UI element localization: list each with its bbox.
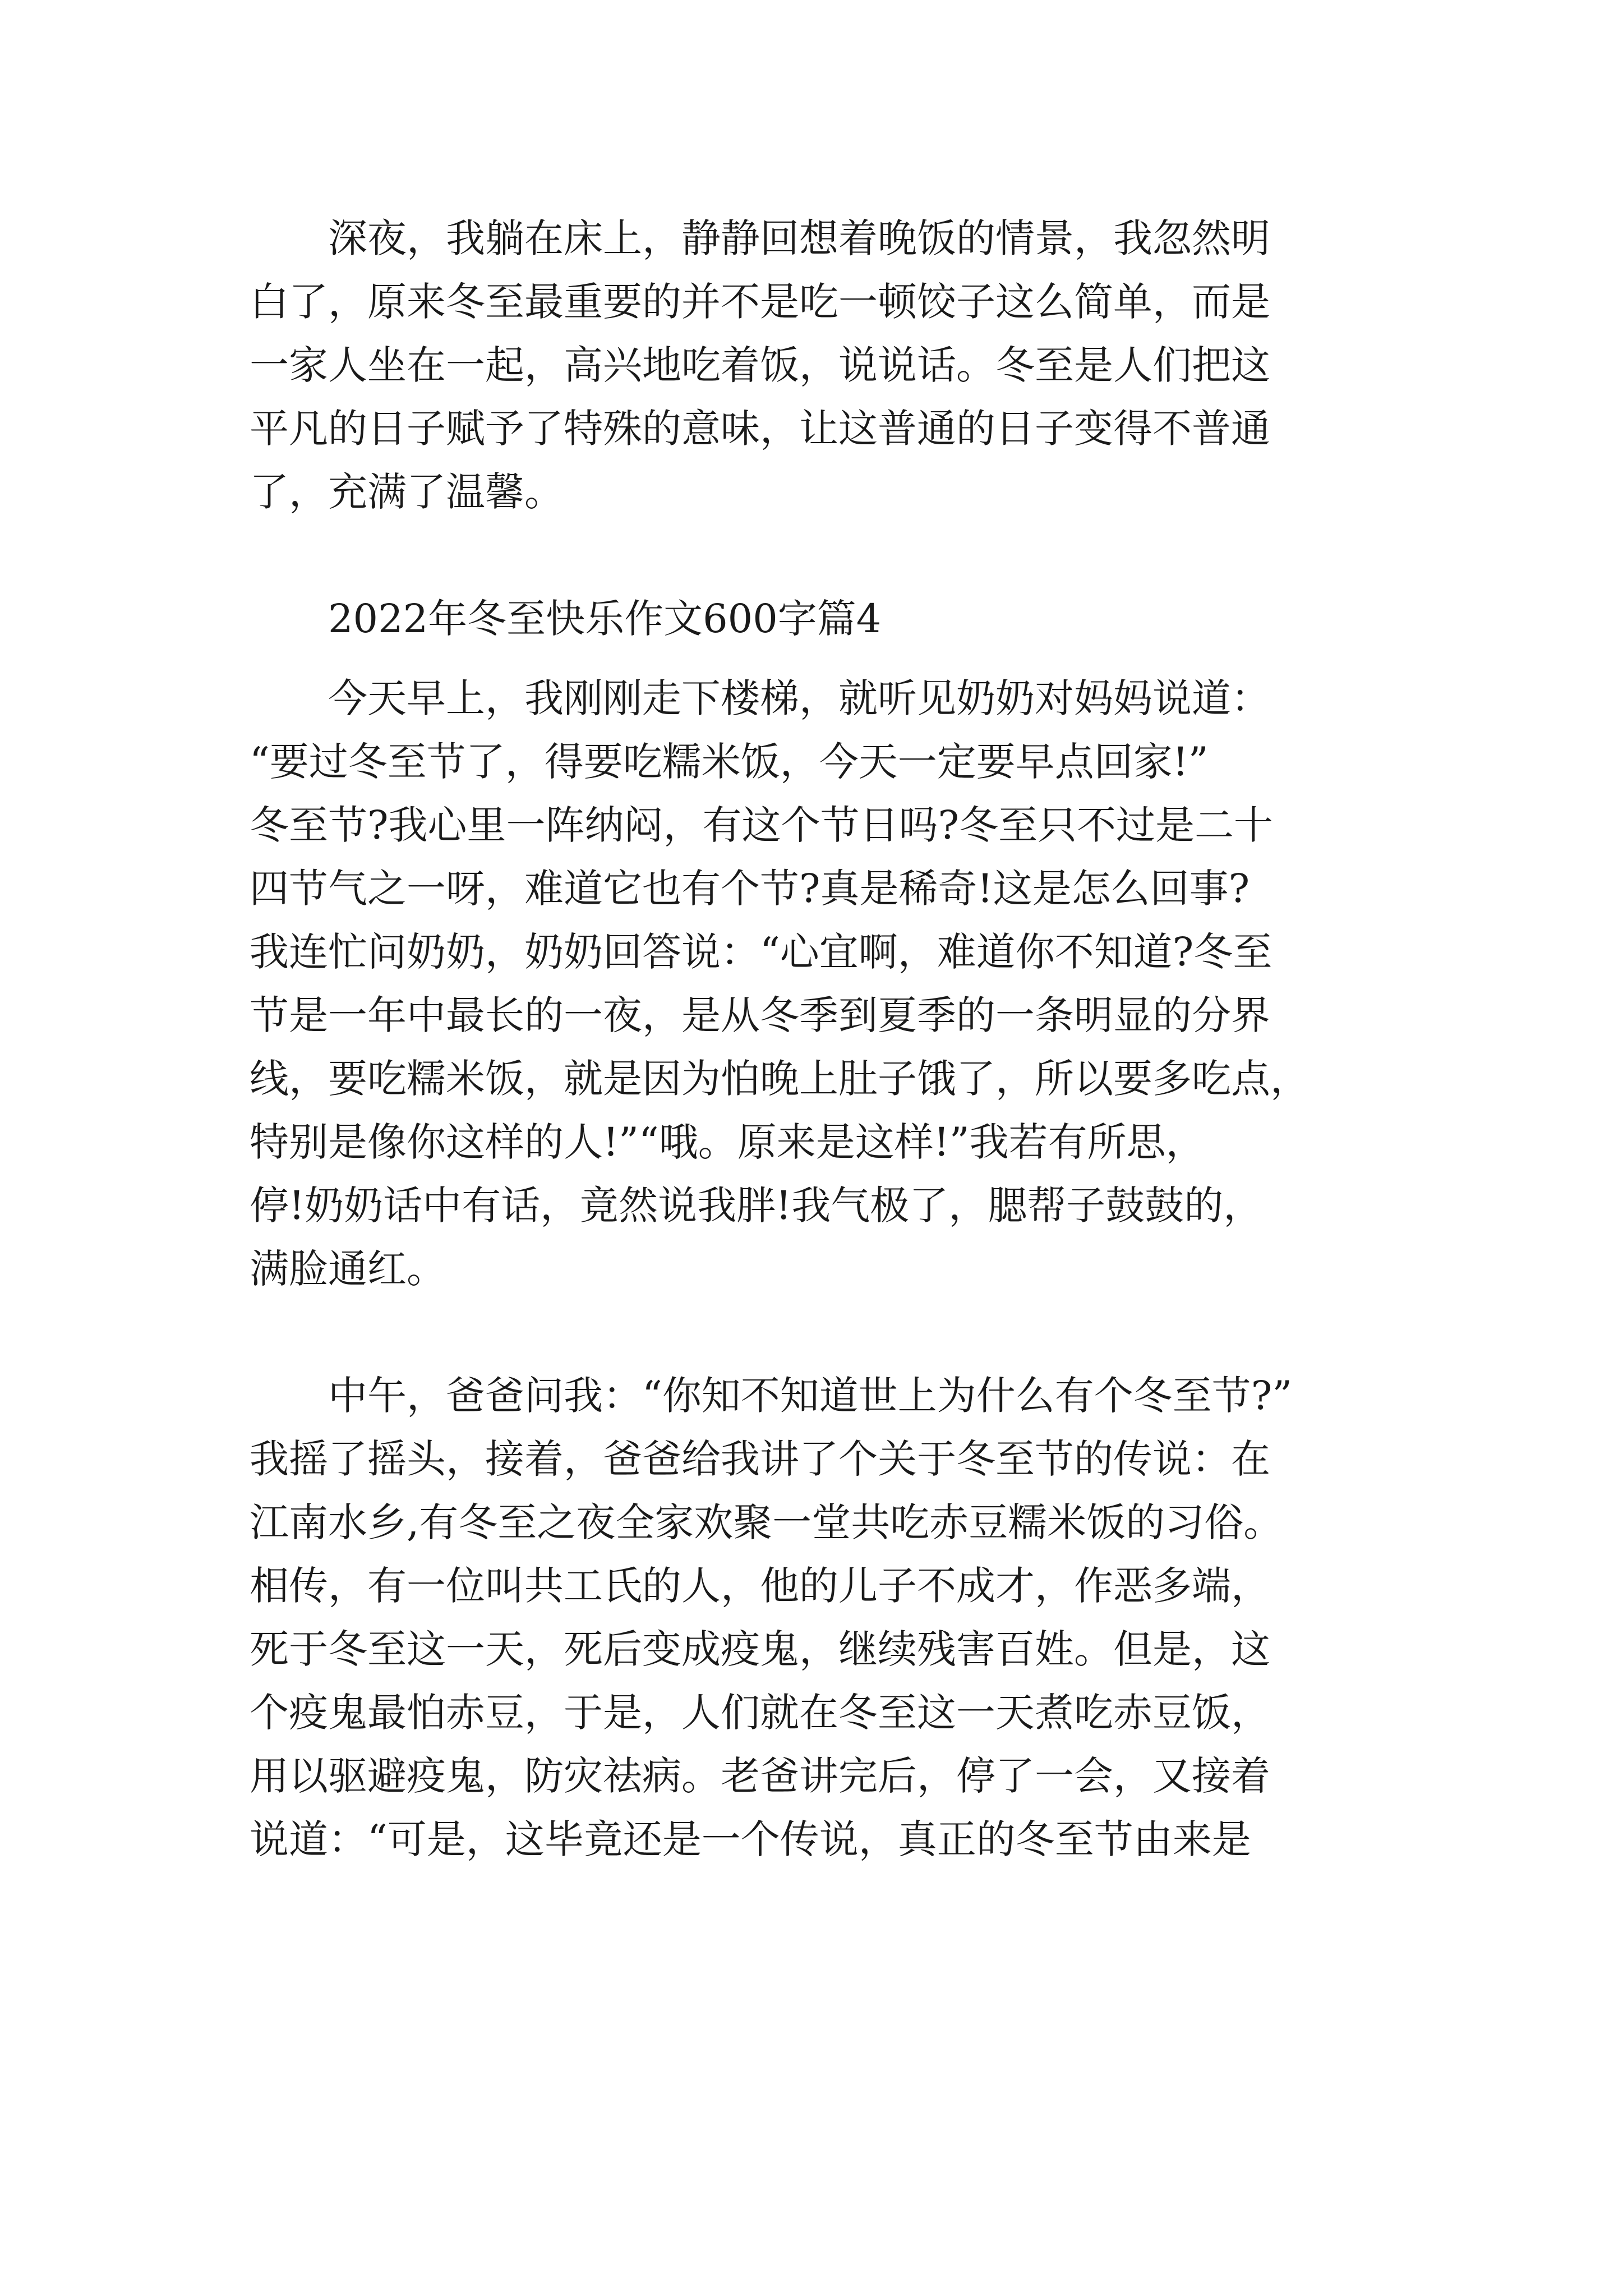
paragraph-line: 了，充满了温馨。 (250, 469, 564, 515)
paragraph-line: 停!奶奶话中有话，竟然说我胖!我气极了，腮帮子鼓鼓的， (250, 1182, 1263, 1228)
paragraph-line: 平凡的日子赋予了特殊的意味，让这普通的日子变得不普通 (250, 406, 1270, 452)
paragraph-line: 特别是像你这样的人!”“哦。原来是这样!”我若有所思， (250, 1119, 1205, 1165)
paragraph-line: 江南水乡,有冬至之夜全家欢聚一堂共吃赤豆糯米饭的习俗。 (250, 1499, 1283, 1545)
paragraph-line: 今天早上，我刚刚走下楼梯，就听见奶奶对妈妈说道： (328, 675, 1270, 721)
paragraph-line: 冬至节?我心里一阵纳闷，有这个节日吗?冬至只不过是二十 (250, 802, 1274, 848)
paragraph-line: 我连忙问奶奶，奶奶回答说：“心宜啊，难道你不知道?冬至 (250, 929, 1272, 975)
paragraph-line: 用以驱避疫鬼，防灾祛病。老爸讲完后，停了一会，又接着 (250, 1753, 1270, 1799)
paragraph-line: 白了，原来冬至最重要的并不是吃一顿饺子这么简单，而是 (250, 279, 1270, 325)
paragraph-line: 相传，有一位叫共工氏的人，他的儿子不成才，作恶多端， (250, 1563, 1270, 1609)
paragraph-line: 死于冬至这一天，死后变成疫鬼，继续残害百姓。但是，这 (250, 1626, 1270, 1672)
paragraph-line: 线，要吃糯米饭，就是因为怕晚上肚子饿了，所以要多吃点， (250, 1056, 1310, 1102)
paragraph-line: 深夜，我躺在床上，静静回想着晚饭的情景，我忽然明 (328, 215, 1270, 261)
paragraph-line: 个疫鬼最怕赤豆，于是，人们就在冬至这一天煮吃赤豆饭， (250, 1690, 1270, 1736)
paragraph-line: 中午，爸爸问我：“你知不知道世上为什么有个冬至节?” (328, 1373, 1293, 1419)
paragraph-line: 我摇了摇头，接着，爸爸给我讲了个关于冬至节的传说：在 (250, 1436, 1270, 1482)
paragraph-line: 节是一年中最长的一夜，是从冬季到夏季的一条明显的分界 (250, 992, 1270, 1038)
paragraph-line: 说道：“可是，这毕竟还是一个传说，真正的冬至节由来是 (250, 1816, 1251, 1862)
section-heading: 2022年冬至快乐作文600字篇4 (328, 596, 882, 642)
paragraph-line: 四节气之一呀，难道它也有个节?真是稀奇!这是怎么回事? (250, 866, 1250, 912)
paragraph-line: 满脸通红。 (250, 1246, 446, 1292)
paragraph-line: 一家人坐在一起，高兴地吃着饭，说说话。冬至是人们把这 (250, 342, 1270, 388)
paragraph-line: “要过冬至节了，得要吃糯米饭，今天一定要早点回家!” (250, 739, 1209, 785)
